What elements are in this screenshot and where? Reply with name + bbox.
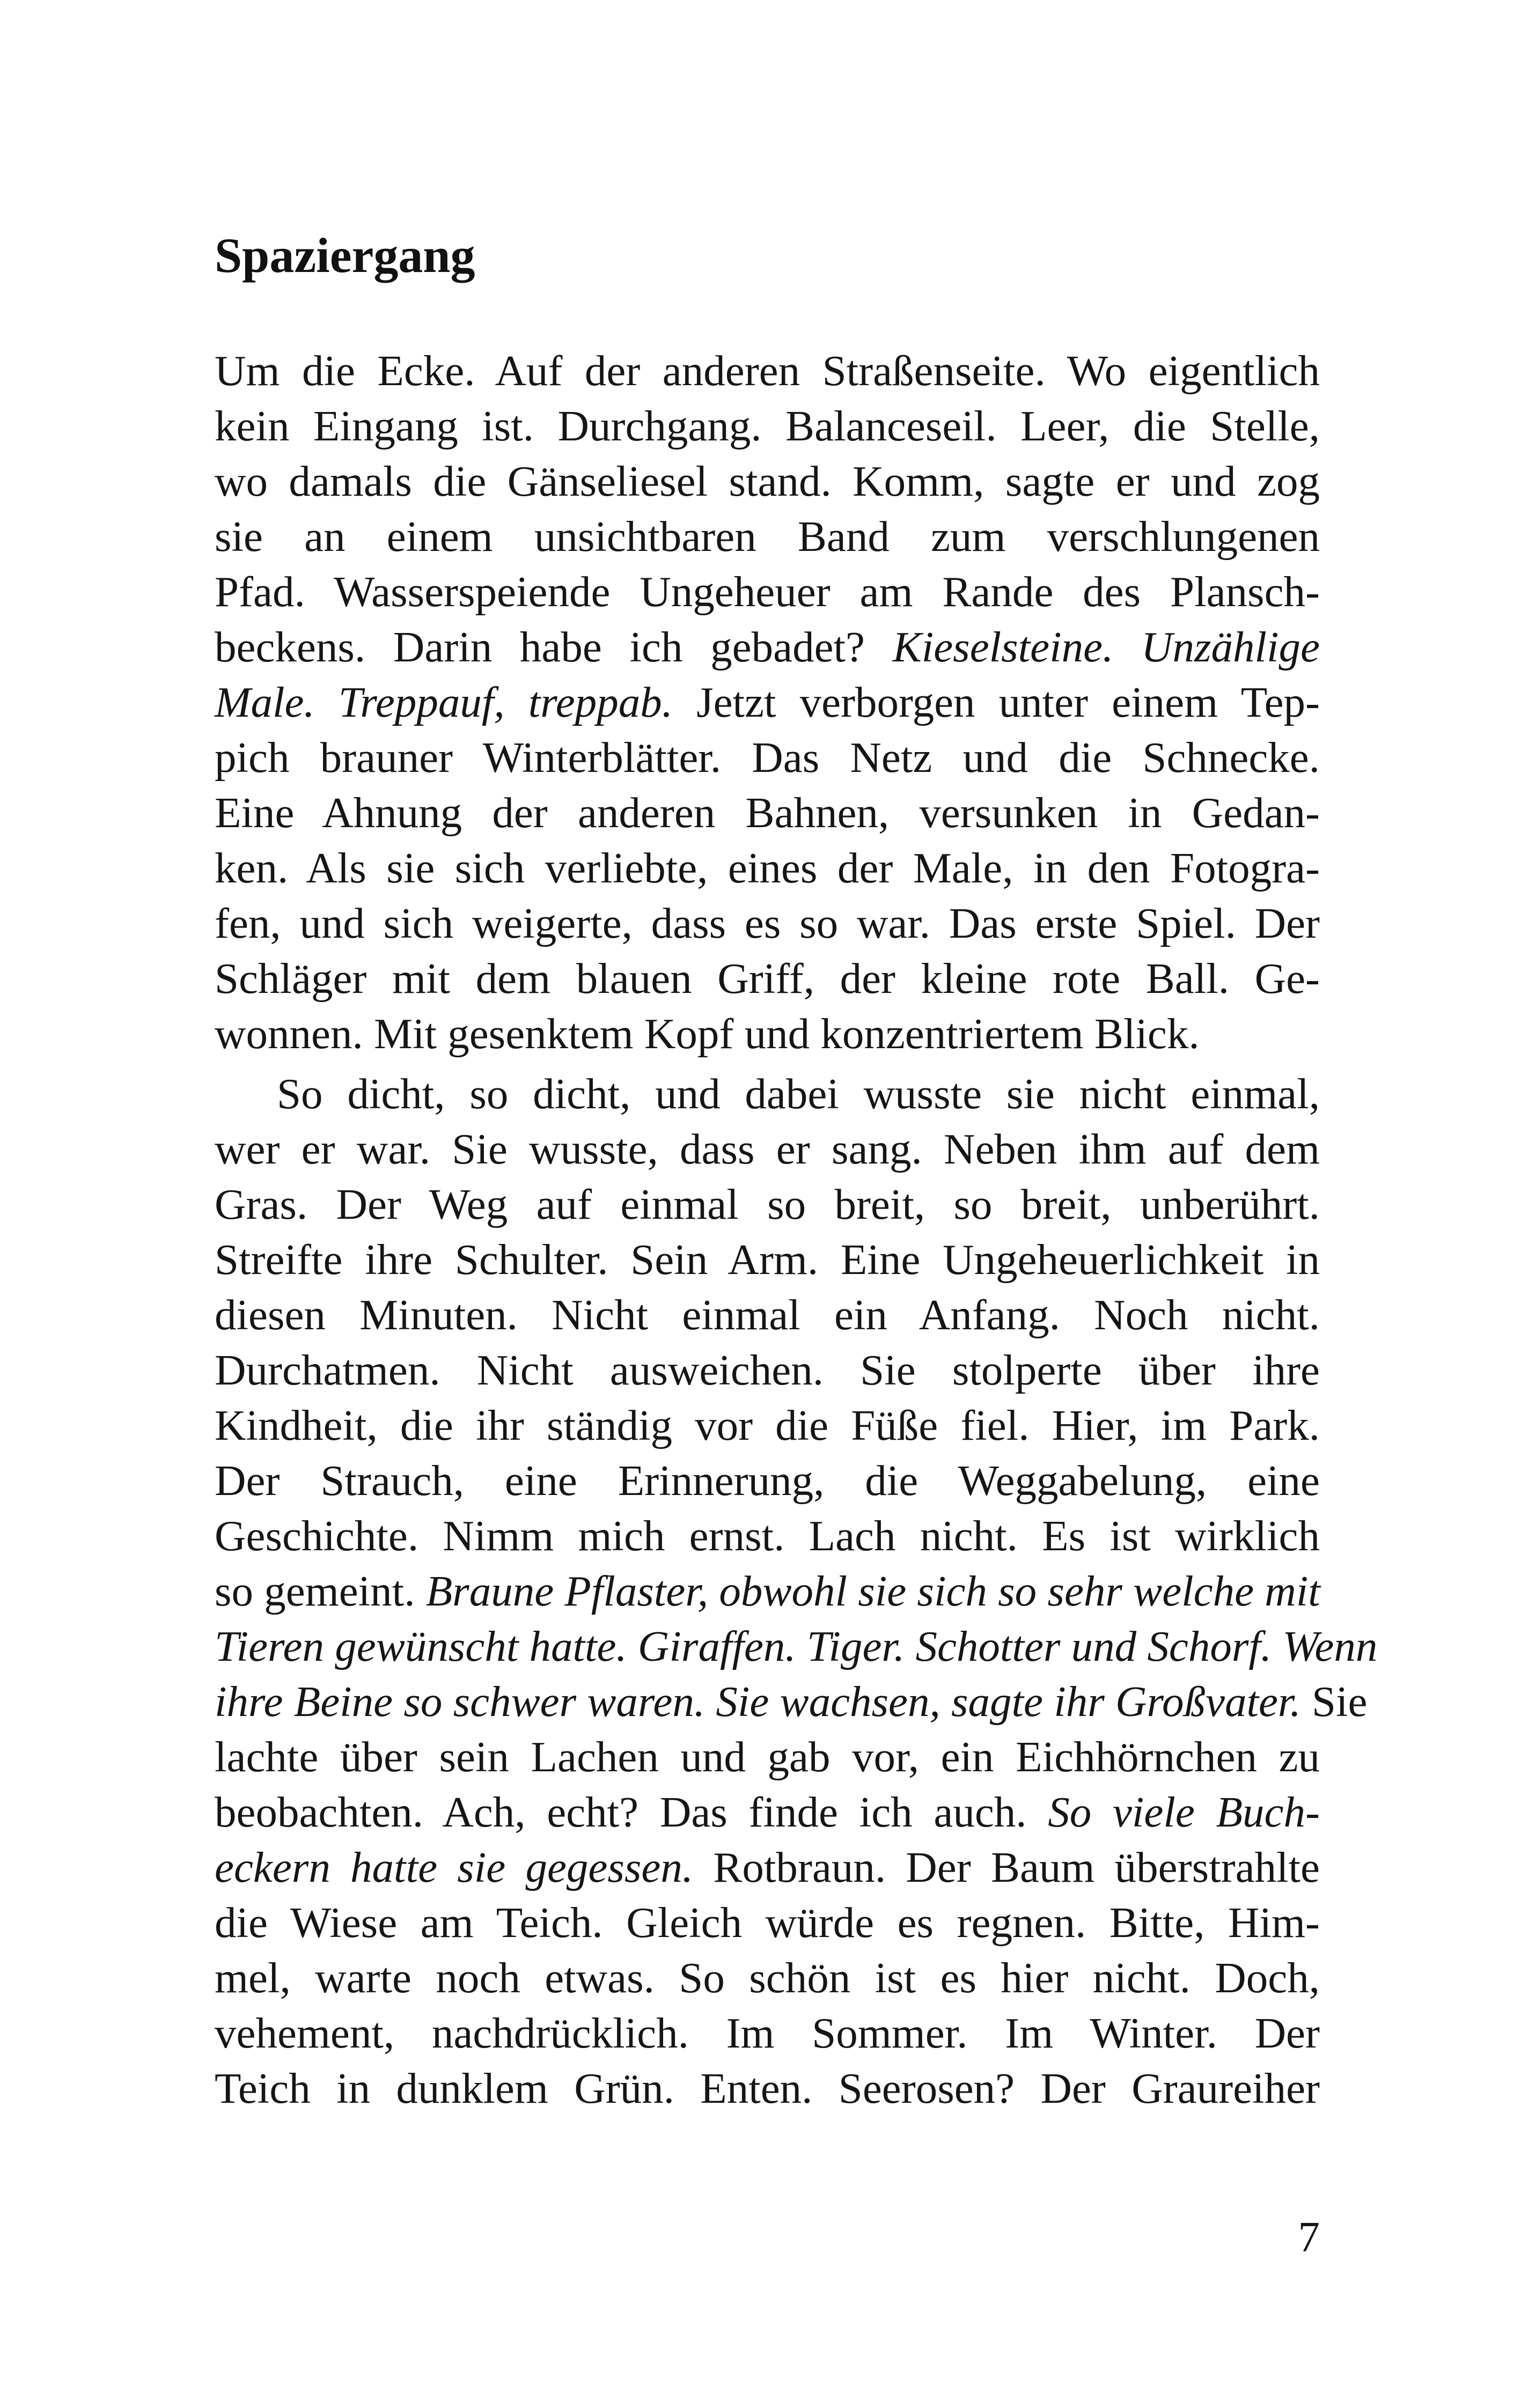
text-run: Pfad. Wasserspeiende Ungeheuer am Rande des Plansch- — [215, 568, 1320, 616]
text-run: beckens. Darin habe ich gebadet? — [215, 623, 893, 671]
paragraph-1 — [215, 343, 1320, 1062]
text-run: mel, warte noch etwas. So schön ist es hier nicht. Doch, — [215, 1954, 1320, 2002]
text-run: Rotbraun. Der Baum überstrahlte — [693, 1843, 1320, 1891]
text-run: Der Strauch, eine Erinnerung, die Weggabelung, eine — [215, 1456, 1320, 1505]
italic-text: Male. Treppauf, treppab. — [215, 678, 673, 726]
italic-text: Tieren gewünscht hatte. Giraffen. Tiger. Schotter und Schorf. Wenn — [215, 1622, 1378, 1670]
text-line — [215, 1006, 1320, 1062]
text-line — [215, 1674, 1368, 1729]
text-line — [215, 951, 1320, 1006]
page-number: 7 — [1298, 2213, 1320, 2261]
text-line — [215, 730, 1320, 785]
italic-text: So viele Buch- — [1048, 1788, 1320, 1836]
text-line — [215, 1619, 1378, 1674]
text-run: So dicht, so dicht, und dabei wusste sie nicht einmal, — [277, 1070, 1320, 1118]
text-line — [215, 675, 1320, 730]
text-run: Geschichte. Nimm mich ernst. Lach nicht. Es ist wirklich — [215, 1512, 1320, 1560]
text-line — [215, 841, 1320, 896]
text-run: Jetzt verborgen unter einem Tep- — [672, 678, 1320, 726]
text-run: lachte über sein Lachen und gab vor, ein Eichhörnchen zu — [215, 1733, 1320, 1781]
text-line — [215, 2006, 1320, 2061]
text-run: Eine Ahnung der anderen Bahnen, versunken in Gedan- — [215, 789, 1320, 837]
italic-text: eckern hatte sie gegessen. — [215, 1843, 694, 1891]
text-line — [215, 1343, 1320, 1398]
text-line — [215, 399, 1320, 454]
text-line — [215, 1177, 1320, 1232]
text-run: Sie — [1300, 1677, 1368, 1726]
text-line — [215, 1287, 1320, 1343]
text-line — [215, 620, 1320, 675]
text-run: Streifte ihre Schulter. Sein Arm. Eine Ungeheuerlichkeit in — [215, 1235, 1320, 1284]
text-line — [215, 896, 1320, 951]
text-line — [215, 1840, 1320, 1895]
text-line — [215, 1564, 1320, 1619]
text-line — [215, 1232, 1320, 1287]
text-line — [215, 343, 1320, 399]
text-line — [215, 2061, 1320, 2116]
text-run: Um die Ecke. Auf der anderen Straßenseite. Wo eigentlich — [215, 347, 1320, 395]
text-run: ken. Als sie sich verliebte, eines der Male, in den Fotogra- — [215, 844, 1320, 892]
text-run: fen, und sich weigerte, dass es so war. Das erste Spiel. Der — [215, 899, 1320, 947]
text-run: wonnen. Mit gesenktem Kopf und konzentriertem Blick. — [215, 1010, 1200, 1058]
text-run: Durchatmen. Nicht ausweichen. Sie stolperte über ihre — [215, 1346, 1320, 1394]
text-run: Gras. Der Weg auf einmal so breit, so breit, unberührt. — [215, 1180, 1320, 1228]
text-run: sie an einem unsichtbaren Band zum verschlungenen — [215, 512, 1320, 561]
text-run: Kindheit, die ihr ständig vor die Füße fiel. Hier, im Park. — [215, 1401, 1320, 1449]
text-line — [215, 1729, 1320, 1785]
text-run: kein Eingang ist. Durchgang. Balanceseil. Leer, die Stelle, — [215, 402, 1320, 450]
text-line — [215, 785, 1320, 841]
text-line — [215, 1122, 1320, 1177]
text-run: wer er war. Sie wusste, dass er sang. Neben ihm auf dem — [215, 1125, 1320, 1173]
text-run: wo damals die Gänseliesel stand. Komm, sagte er und zog — [215, 457, 1320, 505]
text-run: beobachten. Ach, echt? Das finde ich auch. — [215, 1788, 1048, 1836]
paragraph-2 — [215, 1066, 1378, 2116]
text-line — [215, 454, 1320, 509]
text-run: vehement, nachdrücklich. Im Sommer. Im Winter. Der — [215, 2009, 1320, 2057]
italic-text: Braune Pflaster, obwohl sie sich so sehr welche mit — [425, 1567, 1320, 1615]
text-run: pich brauner Winterblätter. Das Netz und die Schnecke. — [215, 733, 1320, 782]
text-line — [215, 1508, 1320, 1564]
text-run: Schläger mit dem blauen Griff, der kleine rote Ball. Ge- — [215, 954, 1320, 1003]
text-line — [215, 1453, 1320, 1508]
text-line — [215, 1066, 1320, 1122]
text-line — [215, 1950, 1320, 2006]
italic-text: ihre Beine so schwer waren. Sie wachsen, sagte ihr Großvater. — [215, 1677, 1301, 1726]
text-run: Teich in dunklem Grün. Enten. Seerosen? Der Graureiher — [215, 2064, 1320, 2112]
text-run: diesen Minuten. Nicht einmal ein Anfang. Noch nicht. — [215, 1291, 1320, 1339]
text-run: so gemeint. — [215, 1567, 426, 1615]
text-line — [215, 1785, 1320, 1840]
text-line — [215, 1895, 1320, 1950]
text-line — [215, 509, 1320, 564]
text-line — [215, 564, 1320, 620]
text-run: die Wiese am Teich. Gleich würde es regnen. Bitte, Him- — [215, 1898, 1320, 1947]
text-line — [215, 1398, 1320, 1453]
italic-text: Kieselsteine. Unzählige — [892, 623, 1320, 671]
chapter-title: Spaziergang — [215, 228, 475, 283]
